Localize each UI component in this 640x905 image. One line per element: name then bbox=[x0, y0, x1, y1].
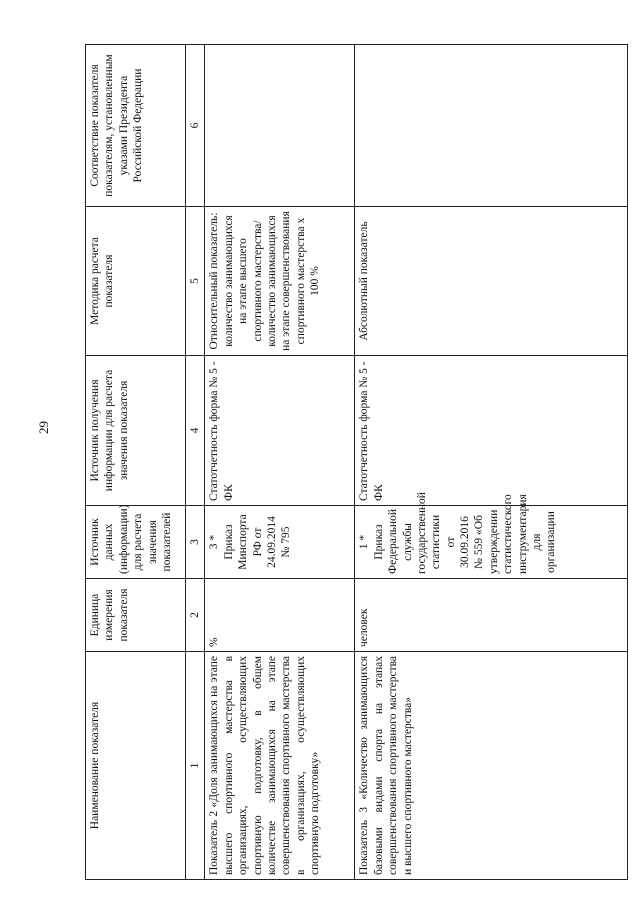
column-number: 4 bbox=[186, 356, 205, 506]
indicator-source-data bbox=[355, 492, 628, 579]
indicator-name: Показатель 3 «Количество занимающихся базовыми видами спорта на этапах совершенствования спортивного мастерства и высшего спортивного мастерства» bbox=[355, 652, 628, 880]
header-cell: Источник получения информации для расчета значения показателя bbox=[86, 356, 186, 506]
rotated-table-container bbox=[85, 45, 628, 880]
table-row bbox=[355, 45, 628, 880]
source-document: Приказ Федеральной службы государственной статистики от 30.09.2016 № 559 «Об утверждении статистического инструментария для организации bbox=[372, 492, 558, 574]
header-cell: Методика расчета показателя bbox=[86, 207, 186, 356]
table-row bbox=[205, 45, 355, 880]
indicator-method: Абсолютный показатель bbox=[355, 207, 628, 356]
header-cell: Единица измерения показателя bbox=[86, 579, 186, 652]
page-number: 29 bbox=[36, 421, 51, 434]
indicator-compliance bbox=[205, 45, 355, 207]
indicator-method: Относительный показатель: количество занимающихся на этапе высшего спортивного мастерства/ количество занимающихся на этапе совершенствования спортивного мастерства x 100 % bbox=[205, 207, 355, 356]
indicator-unit: человек bbox=[355, 579, 628, 652]
indicator-info-source: Статотчетность форма № 5 - ФК bbox=[205, 356, 355, 506]
column-number: 6 bbox=[186, 45, 205, 207]
column-number: 2 bbox=[186, 579, 205, 652]
source-mark: 1 * bbox=[358, 534, 371, 550]
indicator-unit: % bbox=[205, 579, 355, 652]
source-document: Приказ Минспорта РФ от 24.09.2014 № 795 bbox=[222, 514, 293, 570]
column-number-row bbox=[186, 45, 205, 880]
header-cell: Соответствие показателя показателям, установленным указами Президента Российской Федерации bbox=[86, 45, 186, 207]
indicator-info-source: Статотчетность форма № 5 - ФК bbox=[355, 356, 628, 506]
column-number: 1 bbox=[186, 652, 205, 880]
table-header-row bbox=[86, 45, 186, 880]
column-number: 3 bbox=[186, 506, 205, 579]
indicator-name: Показатель 2 «Доля занимающихся на этапе высшего спортивного мастерства в организациях, осуществляющих спортивную подготовку, в общем количестве занимающихся на этапе совершенствования спортивного мастерства в организациях, осуществляющих спортивную подготовку» bbox=[205, 652, 355, 880]
indicator-source-data bbox=[205, 506, 355, 579]
header-cell: Наименование показателя bbox=[86, 652, 186, 880]
source-mark: 3 * bbox=[208, 534, 221, 550]
header-cell: Источник данных (информации) для расчета значения показателей bbox=[86, 506, 186, 579]
indicator-compliance bbox=[355, 45, 628, 207]
indicators-table bbox=[85, 44, 628, 880]
column-number: 5 bbox=[186, 207, 205, 356]
